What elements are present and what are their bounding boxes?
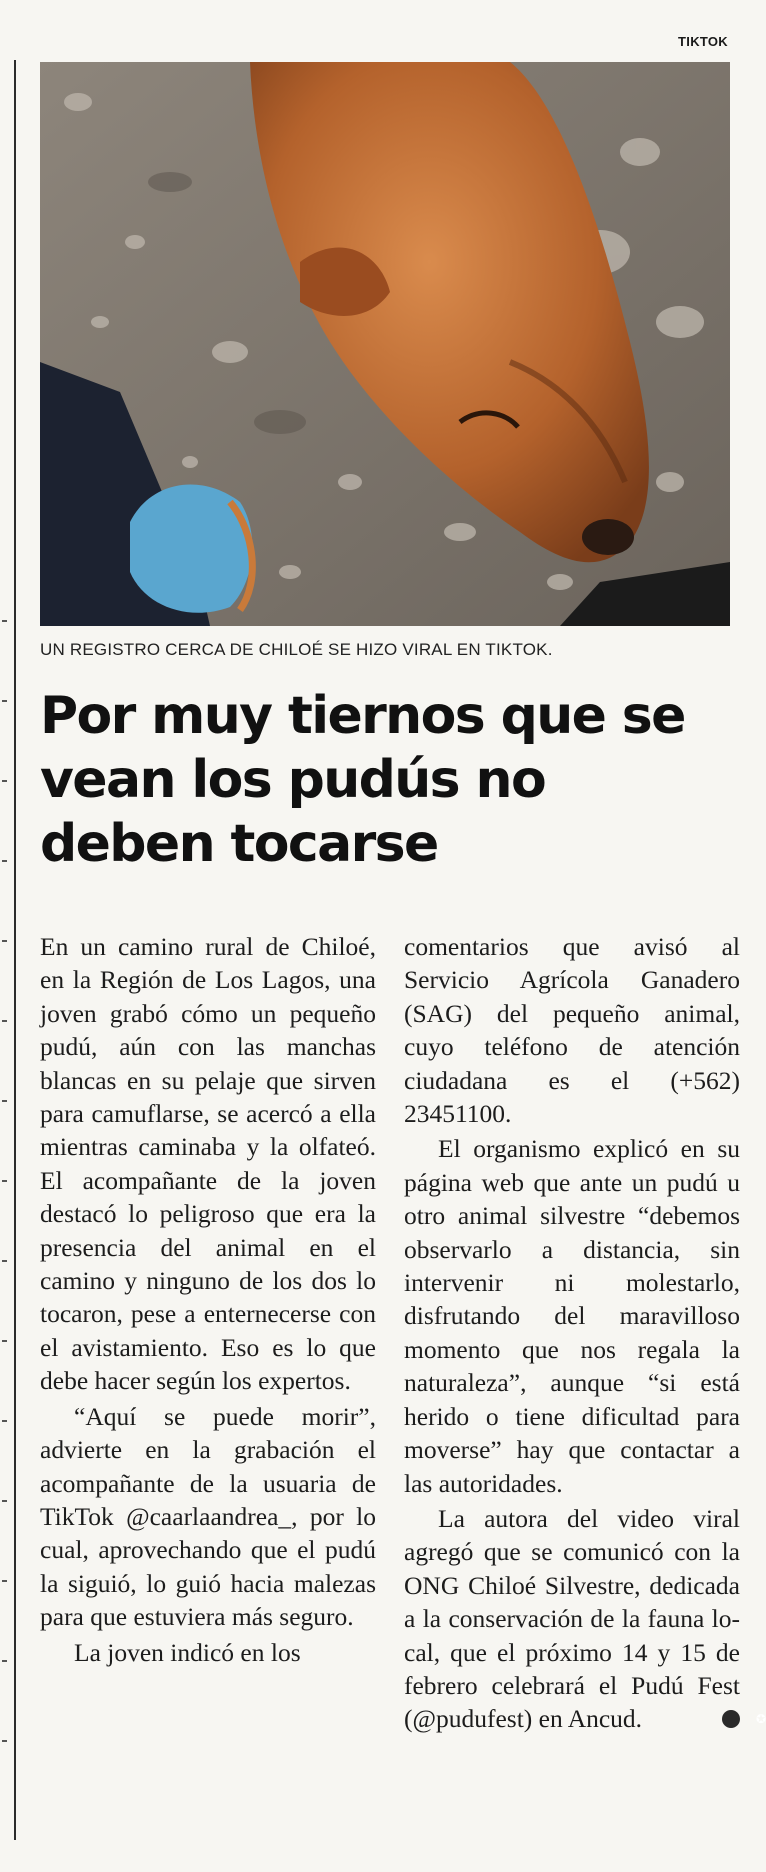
pudu-photo-illustration [40, 62, 730, 626]
column-divider [14, 60, 16, 1840]
paragraph: “Aquí se puede morir”, advierte en la grabación el acompañante de la usuaria de TikTok @caarlaandrea_, por lo cual, aprovechando que el pudú la siguió, lo guió hacia malezas para que estuviera más seguro. [40, 1401, 376, 1632]
headline-line-1: Por muy tiernos que se [40, 686, 685, 746]
headline-line-3: deben tocarse [40, 814, 438, 874]
article-column-right [404, 930, 766, 1736]
paragraph: En un camino rural de Chiloé, en la Región de Los Lagos, una joven grabó cómo un pequeño pudú, aún con las manchas blancas en su pelaje que sirven para camuflarse, se acercó a ella mientras caminaba y la olfateó. El acompañante de la joven destacó lo peligroso que era la presencia del animal en el camino y ninguno de los dos lo tocaron, pese a enternecerse con el avistamiento. Eso es lo que debe hacer según los expertos. [40, 932, 376, 1396]
photo-caption: UN REGISTRO CERCA DE CHILOÉ SE HIZO VIRAL EN TIKTOK. [40, 640, 553, 659]
paragraph: comentarios que avisó al Servicio Agrícola Ganadero (SAG) del pequeño animal, cuyo teléfono de atención ciudadana es el (+562) 23451100. [404, 932, 740, 1129]
paragraph: El organismo explicó en su página web que ante un pudú u otro animal silvestre “debemos observarlo a distancia, sin intervenir ni molestarlo, disfrutando del maravilloso momento que nos regala la naturaleza”, aunque “si está herido o tiene dificultad para moverse” hay que contactar a las autoridades. [404, 1134, 740, 1498]
article-column-left [40, 930, 376, 1669]
paragraph [404, 1502, 766, 1736]
margin-ticks [2, 620, 10, 1820]
end-of-article-icon: ✪ [722, 1710, 740, 1728]
photo-credit: TIKTOK [678, 34, 728, 49]
article-headline [40, 684, 740, 876]
headline-line-2: vean los pudús no [40, 750, 546, 810]
article-photo [40, 62, 730, 626]
paragraph: La joven indicó en los [74, 1637, 301, 1667]
paragraph-text: La autora del video viral agregó que se comunicó con la ONG Chiloé Silvestre, dedicada a la conservación de la fauna local, que el próximo 14 y 15 de febrero celebrará el Pudú Fest (@pudufest) en Ancud. [404, 1503, 740, 1734]
